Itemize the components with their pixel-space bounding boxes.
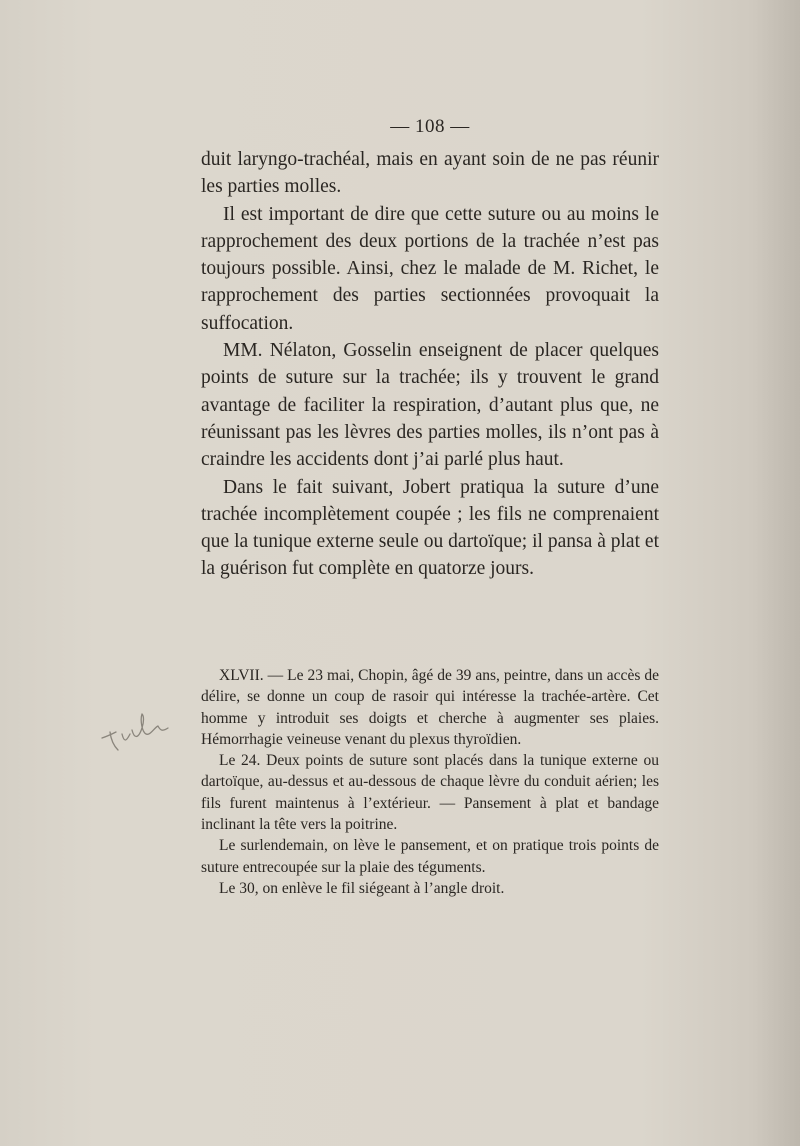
paragraph: duit laryngo-trachéal, mais en ayant soin de ne pas réunir les parties molles. xyxy=(201,149,659,198)
paragraph: Dans le fait suivant, Jobert pratiqua la suture d’une trachée incomplètement coupée ; les fils ne comprenaient que la tunique externe seule ou dartoïque; il pansa à plat et la guérison fut complète en quatorze jours. xyxy=(201,476,659,580)
case-observation xyxy=(201,665,659,899)
paragraph: MM. Nélaton, Gosselin enseignent de placer quelques points de suture sur la trachée; ils y trouvent le grand avantage de faciliter la respiration, d’autant plus que, ne réunissant pas les lèvres des parties molles, ils n’ont pas à craindre les accidents dont j’ai parlé plus haut. xyxy=(201,340,659,471)
paragraph: Le surlendemain, on lève le pansement, et on pratique trois points de suture entrecoupée sur la plaie des téguments. xyxy=(201,837,659,876)
paragraph: Le 30, on enlève le fil siégeant à l’angle droit. xyxy=(219,879,505,897)
page-number: — 108 — xyxy=(390,116,470,137)
handwritten-margin-note xyxy=(98,712,178,752)
paragraph: Il est important de dire que cette suture ou au moins le rapprochement des deux portions de la trachée n’est pas toujours possible. Ainsi, chez le malade de M. Richet, le rapprochement des parties sectionnées provoquait la suffocation. xyxy=(201,203,659,334)
main-text xyxy=(201,146,659,583)
paragraph: Le 24. Deux points de suture sont placés dans la tunique externe ou dartoïque, au-dessus et au-dessous de chaque lèvre du conduit aérien; les fils furent maintenus à l’extérieur. — Pansement à plat et bandage inclinant la tête vers la poitrine. xyxy=(201,752,659,834)
paragraph: XLVII. — Le 23 mai, Chopin, âgé de 39 ans, peintre, dans un accès de délire, se donne un coup de rasoir qui intéresse la trachée-artère. Cet homme y introduit ses doigts et cherche à augmenter ses plaies. Hémorrhagie veineuse venant du plexus thyroïdien. xyxy=(201,667,659,748)
